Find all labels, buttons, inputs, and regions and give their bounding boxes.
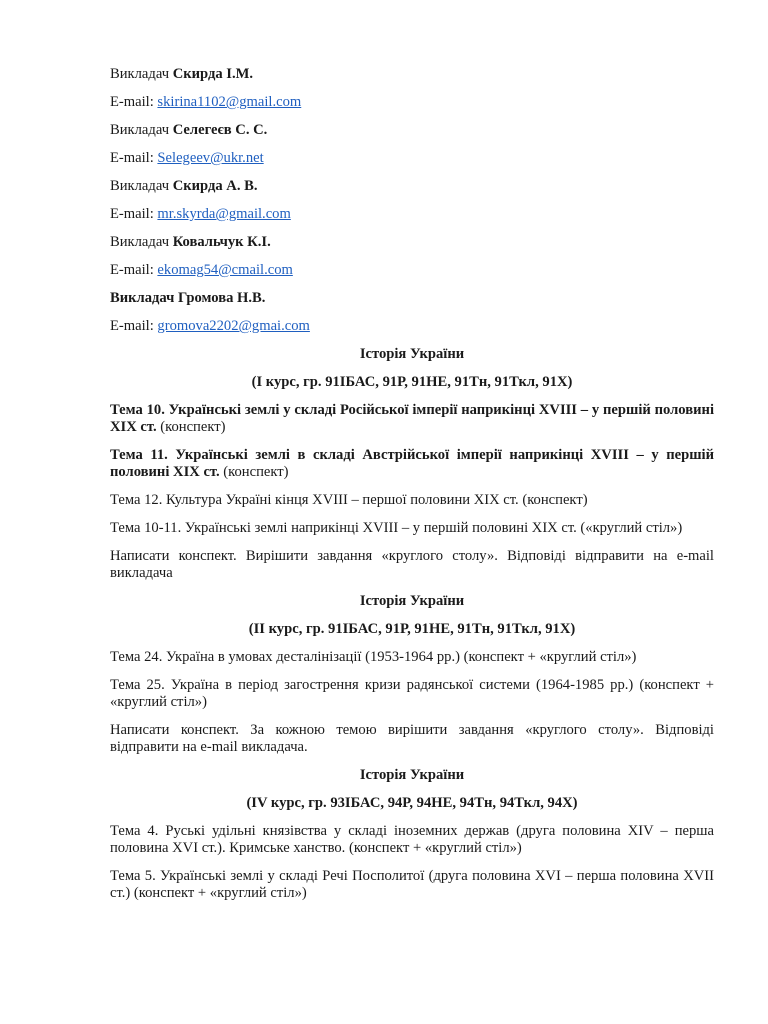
email-link[interactable]: mr.skyrda@gmail.com [157,206,291,222]
topic-paragraph [110,447,714,481]
email-label: E-mail: [110,262,158,278]
section-group: (ІІ курс, гр. 91ІБАС, 91Р, 91НЕ, 91Тн, 91Ткл, 91Х) [248,621,576,637]
email-label: E-mail: [110,206,158,222]
topic-note: (конспект) [219,464,289,480]
teacher-name: Ковальчук К.І. [172,234,271,250]
topic-paragraph: Тема 4. Руські удільні князівства у складі іноземних держав (друга половина XIV – перша половина XVI ст.). Кримське ханство. (конспект + «круглий стіл») [110,823,714,856]
topic-paragraph: Тема 5. Українські землі у складі Речі Посполитої (друга половина XVI – перша половина XVII ст.) (конспект + «круглий стіл») [110,868,714,901]
email-link[interactable]: skirina1102@gmail.com [157,94,302,110]
topic-paragraph: Тема 10-11. Українські землі наприкінці XVIII – у першій половині XIX ст. («круглий стіл») [110,520,683,536]
section-title: Історія України [359,767,465,783]
teacher-line [110,178,714,195]
teacher-name: Громова Н.В. [178,290,266,306]
teacher-name: Скирда І.М. [172,66,254,82]
teacher-line [110,290,714,307]
teacher-name: Селегеєв С. С. [172,122,268,138]
section-group: (IV курс, гр. 93ІБАС, 94Р, 94НЕ, 94Тн, 94Ткл, 94Х) [246,795,578,811]
email-line [110,94,714,111]
email-line [110,206,714,223]
teacher-role: Викладач [110,66,173,82]
teacher-role: Викладач [110,234,173,250]
section-title: Історія України [359,346,465,362]
email-link[interactable]: Selegeev@ukr.net [157,150,264,166]
topic-paragraph: Тема 12. Культура Україні кінця XVIII – першої половини XIX ст. (конспект) [110,492,588,508]
email-link[interactable]: gromova2202@gmai.com [157,318,310,334]
teacher-role: Викладач [110,290,179,306]
email-line [110,150,714,167]
email-link[interactable]: ekomag54@cmail.com [157,262,293,278]
teacher-role: Викладач [110,178,173,194]
email-label: E-mail: [110,318,158,334]
teacher-line [110,234,714,251]
topic-note: (конспект) [156,419,226,435]
section-group: (І курс, гр. 91ІБАС, 91Р, 91НЕ, 91Тн, 91Ткл, 91Х) [251,374,573,390]
topic-paragraph: Тема 24. Україна в умовах десталінізації (1953-1964 рр.) (конспект + «круглий стіл») [110,649,637,665]
instruction-paragraph: Написати конспект. Вирішити завдання «круглого столу». Відповіді відправити на e-mail викладача [110,548,714,581]
topic-heading: Тема 10. Українські землі у складі Російської імперії наприкінці XVIII – у першій половині XIX ст. [110,402,714,435]
teacher-line [110,122,714,139]
topic-paragraph [110,402,714,436]
email-label: E-mail: [110,94,158,110]
teacher-line [110,66,714,83]
email-line [110,318,714,335]
instruction-paragraph: Написати конспект. За кожною темою вирішити завдання «круглого столу». Відповіді відправити на e-mail викладача. [110,722,714,755]
teacher-name: Скирда А. В. [172,178,258,194]
topic-paragraph: Тема 25. Україна в період загострення кризи радянської системи (1964-1985 рр.) (конспект + «круглий стіл») [110,677,714,710]
teacher-role: Викладач [110,122,173,138]
topic-heading: Тема 11. Українські землі в складі Австрійської імперії наприкінці XVIII – у першій половині XIX ст. [110,447,714,480]
email-label: E-mail: [110,150,158,166]
email-line [110,262,714,279]
section-title: Історія України [359,593,465,609]
